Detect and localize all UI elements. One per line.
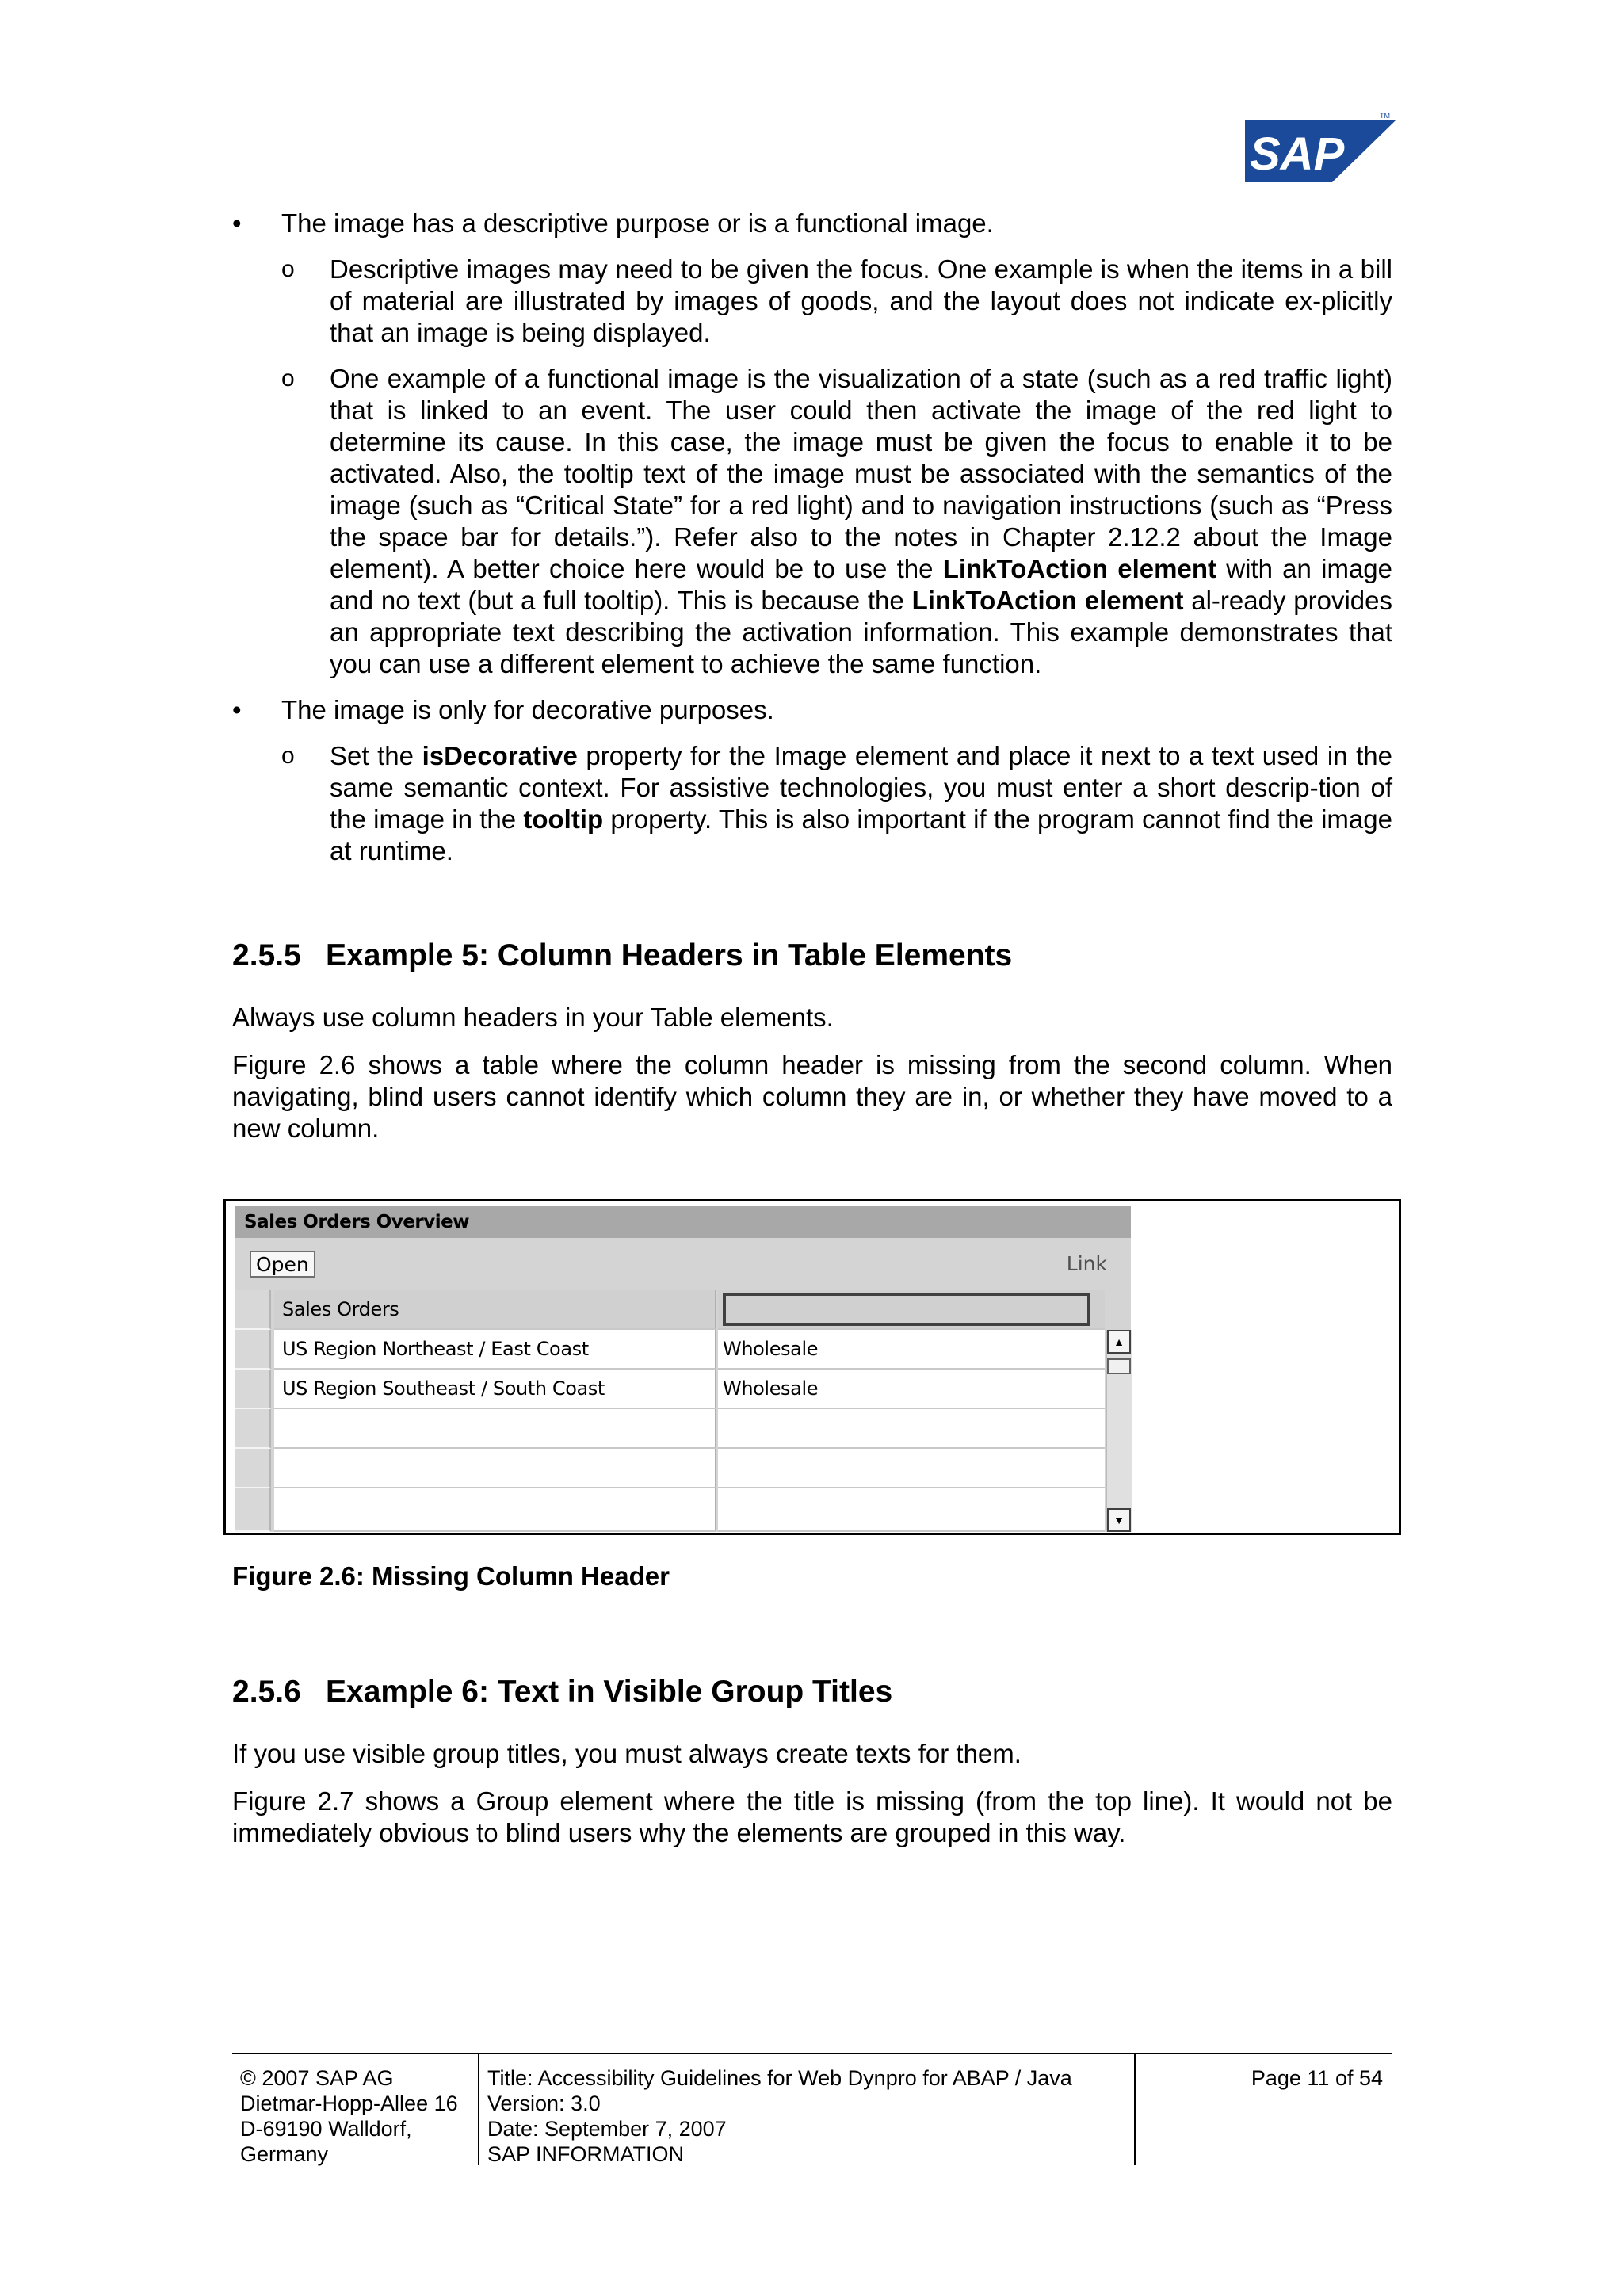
sub-bullet-mark: o (281, 365, 295, 392)
sub-bullet-text: Descriptive images may need to be given the focus. One example is when the items in a bill of material are illustrated by images of goods, and the layout does not indicate ex-plicitly that an image is being displayed. (330, 254, 1392, 347)
bullet-item (232, 208, 1392, 239)
footer-company: © 2007 SAP AG Dietmar-Hopp-Allee 16 D-69190 Walldorf, Germany (240, 2066, 458, 2166)
open-button[interactable]: Open (250, 1251, 315, 1278)
bullet-mark: • (232, 695, 242, 724)
paragraph: Always use column headers in your Table elements. (232, 1003, 834, 1032)
footer-page-number: Page 11 of 54 (1251, 2066, 1383, 2090)
sap-logo (1242, 111, 1399, 184)
row-selector[interactable] (235, 1330, 271, 1370)
sub-bullet-mark: o (281, 743, 295, 769)
figure-caption: Figure 2.6: Missing Column Header (232, 1561, 670, 1591)
table-title-bar: Sales Orders Overview (235, 1206, 1131, 1238)
table-cell (718, 1449, 1105, 1488)
table-grid (235, 1290, 1131, 1532)
svg-text:SAP: SAP (1250, 128, 1345, 180)
section-2-5-6 (232, 1673, 1392, 1849)
row-selector[interactable] (235, 1449, 271, 1488)
paragraph: Figure 2.6 shows a table where the column header is missing from the second column. When navigating, blind users cannot identify which column they are in, or whether they have moved to a new column. (232, 1050, 1392, 1143)
footer-divider (1134, 2054, 1136, 2165)
page-footer (232, 2053, 1392, 2165)
table-row[interactable] (235, 1488, 1105, 1532)
row-selector[interactable] (235, 1488, 271, 1532)
column-header-missing[interactable] (718, 1290, 1105, 1330)
bullet-item (232, 694, 1392, 726)
sub-bullet-text: One example of a functional image is the visualization of a state (such as a red traffic light) that is linked to an event. The user could then activate the image of the red light to determine its cause. In this case, the image must be given the focus to enable it to be activated. Also, the tooltip text of the image must be associated with the semantics of the image (such as “Critical State” for a red light) and to navigation instructions (such as “Press the space bar for details.”). Refer also to the notes in Chapter 2.12.2 about the Image element). A better choice here would be to use the LinkToAction element with an image and no text (but a full tooltip). This is because the LinkToAction element al-ready provides an appropriate text describing the activation information. This example demonstrates that you can use a different element to achieve the same function. (330, 364, 1393, 678)
paragraph: If you use visible group titles, you must always create texts for them. (232, 1739, 1022, 1768)
scroll-up-icon[interactable]: ▲ (1107, 1330, 1131, 1354)
section-heading: 2.5.5 Example 5: Column Headers in Table Elements (232, 938, 1013, 972)
table-cell (274, 1488, 716, 1532)
table-cell: Wholesale (718, 1330, 1105, 1370)
column-header-sales-orders[interactable]: Sales Orders (274, 1290, 716, 1330)
sub-bullet-item (232, 254, 1392, 349)
scroll-down-icon[interactable]: ▼ (1107, 1508, 1131, 1532)
table-cell (274, 1409, 716, 1449)
table-row[interactable] (235, 1449, 1105, 1488)
select-all-cell[interactable] (235, 1290, 271, 1330)
table-cell: Wholesale (718, 1370, 1105, 1409)
sub-bullet-text: Set the isDecorative property for the Image element and place it next to a text used in the same semantic context. For assistive technologies, you must enter a short descrip-tion of the image in the tooltip property. This is also important if the program cannot find the image at runtime. (330, 741, 1392, 865)
table-cell (718, 1409, 1105, 1449)
sub-bullet-mark: o (281, 256, 295, 282)
table-cell (274, 1449, 716, 1488)
table-toolbar (235, 1238, 1131, 1290)
paragraph: Figure 2.7 shows a Group element where the title is missing (from the top line). It would not be immediately obvious to blind users why the elements are grouped in this way. (232, 1786, 1392, 1847)
row-selector[interactable] (235, 1370, 271, 1409)
footer-divider (478, 2054, 479, 2165)
figure-table-screenshot (223, 1199, 1401, 1535)
sub-bullet-item (232, 363, 1392, 680)
table-cell: US Region Southeast / South Coast (274, 1370, 716, 1409)
bullet-text: The image is only for decorative purposes. (281, 695, 774, 724)
page-content (232, 208, 1392, 1144)
table-row[interactable] (235, 1409, 1105, 1449)
bullet-mark: • (232, 208, 242, 238)
section-heading: 2.5.6 Example 6: Text in Visible Group Titles (232, 1675, 893, 1709)
table-row[interactable] (235, 1370, 1105, 1409)
bullet-text: The image has a descriptive purpose or is a functional image. (281, 208, 994, 238)
vertical-scrollbar[interactable] (1106, 1330, 1132, 1532)
scroll-thumb[interactable] (1107, 1358, 1131, 1374)
table-cell: US Region Northeast / East Coast (274, 1330, 716, 1370)
table-row[interactable] (235, 1330, 1105, 1370)
footer-document-info: Title: Accessibility Guidelines for Web Dynpro for ABAP / Java Version: 3.0 Date: September 7, 2007 SAP INFORMATION (487, 2066, 1072, 2166)
table-header-row (235, 1290, 1105, 1330)
table-cell (718, 1488, 1105, 1532)
sub-bullet-item (232, 740, 1392, 867)
toolbar-link[interactable]: Link (1066, 1252, 1107, 1275)
empty-header-focus (723, 1293, 1090, 1326)
svg-text:TM: TM (1380, 112, 1390, 120)
row-selector[interactable] (235, 1409, 271, 1449)
